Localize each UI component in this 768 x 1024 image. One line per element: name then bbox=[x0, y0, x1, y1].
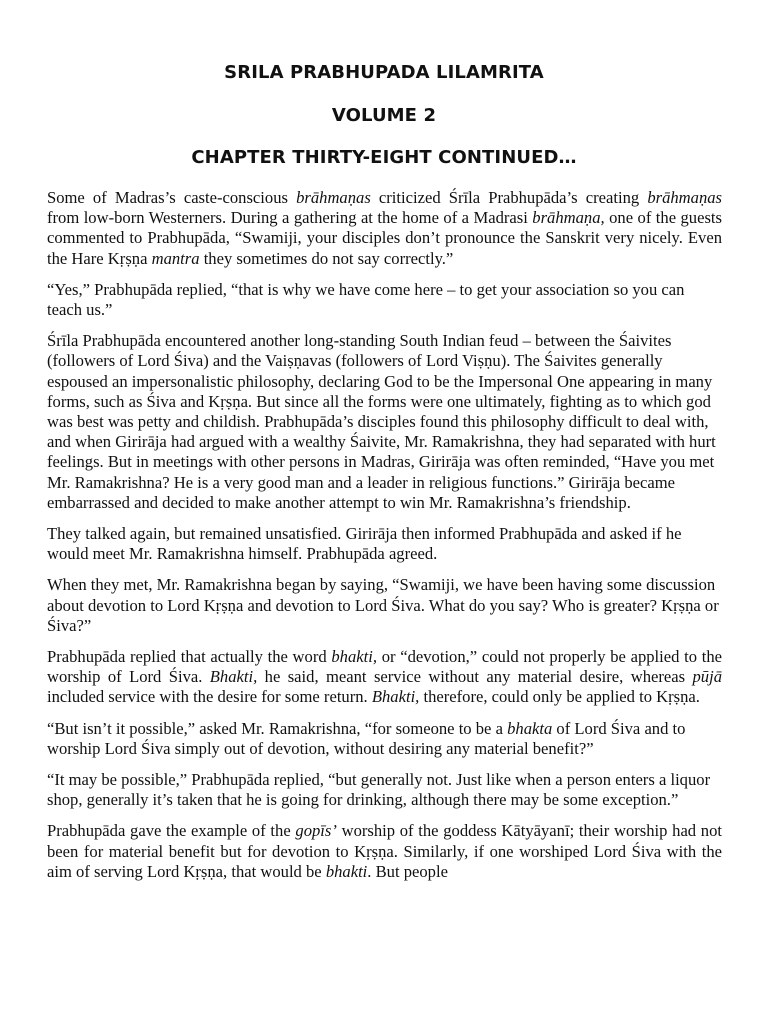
paragraph-4: They talked again, but remained unsatisfied. Girirāja then informed Prabhupāda and asked if he would meet Mr. Ramakrishna himself. Prabhupāda agreed. bbox=[47, 524, 682, 564]
body-text bbox=[47, 188, 722, 893]
paragraph-5: When they met, Mr. Ramakrishna began by saying, “Swamiji, we have been having some discussion about devotion to Lord Kṛṣṇa and devotion to Lord Śiva. What do you say? Who is greater? Kṛṣṇa or Śiva?” bbox=[47, 575, 719, 635]
paragraph-7: “But isn’t it possible,” asked Mr. Ramakrishna, “for someone to be a bhakta of Lord Śiva and to worship Lord Śiva simply out of devotion, without desiring any material benefit?” bbox=[47, 718, 686, 758]
paragraph-3: Śrīla Prabhupāda encountered another long-standing South Indian feud – between the Śaivites (followers of Lord Śiva) and the Vaiṣṇavas (followers of Lord Viṣṇu). The Śaivites generally espoused an impersonalistic philosophy, declaring God to be the Impersonal One appearing in many forms, such as Śiva and Kṛṣṇa. But since all the forms were one ultimately, fighting as to which god was best was petty and childish. Prabhupāda’s disciples found this philosophy difficult to deal with, and when Girirāja had argued with a wealthy Śaivite, Mr. Ramakrishna, they had separated with hurt feelings. But in meetings with other persons in Madras, Girirāja was often reminded, “Have you met Mr. Ramakrishna? He is a very good man and a leader in religious functions.” Girirāja became embarrassed and decided to make another attempt to win Mr. Ramakrishna’s friendship. bbox=[47, 331, 716, 512]
paragraph-2: “Yes,” Prabhupāda replied, “that is why we have come here – to get your association so you can teach us.” bbox=[47, 279, 685, 320]
paragraph-6: Prabhupāda replied that actually the word bhakti, or “devotion,” could not properly be applied to the worship of Lord Śiva. Bhakti, he said, meant service without any material desire, whereas pūjā included service with the desire for some return. Bhakti, therefore, could only be applied to Kṛṣṇa. bbox=[47, 647, 723, 707]
book-title: SRILA PRABHUPADA LILAMRITA bbox=[224, 62, 544, 83]
volume-heading: VOLUME 2 bbox=[331, 105, 437, 126]
paragraph-8: “It may be possible,” Prabhupāda replied, “but generally not. Just like when a person enters a liquor shop, generally it’s taken that he is going for drinking, although there may be some exception.” bbox=[47, 770, 711, 810]
paragraph-9: Prabhupāda gave the example of the gopīs’ worship of the goddess Kātyāyanī; their worship had not been for material benefit but for devotion to Kṛṣṇa. Similarly, if one worshiped Lord Śiva with the aim of serving Lord Kṛṣṇa, that would be bhakti. But people bbox=[47, 821, 722, 881]
paragraph-1: Some of Madras’s caste-conscious brāhmaṇas criticized Śrīla Prabhupāda’s creating brāhmaṇas from low-born Westerners. During a gathering at the home of a Madrasi brāhmaṇa, one of the guests commented to Prabhupāda, “Swamiji, your disciples don’t pronounce the Sanskrit very nicely. Even the Hare Kṛṣṇa mantra they sometimes do not say correctly.” bbox=[47, 188, 722, 268]
chapter-heading: CHAPTER THIRTY-EIGHT CONTINUED… bbox=[191, 147, 577, 168]
